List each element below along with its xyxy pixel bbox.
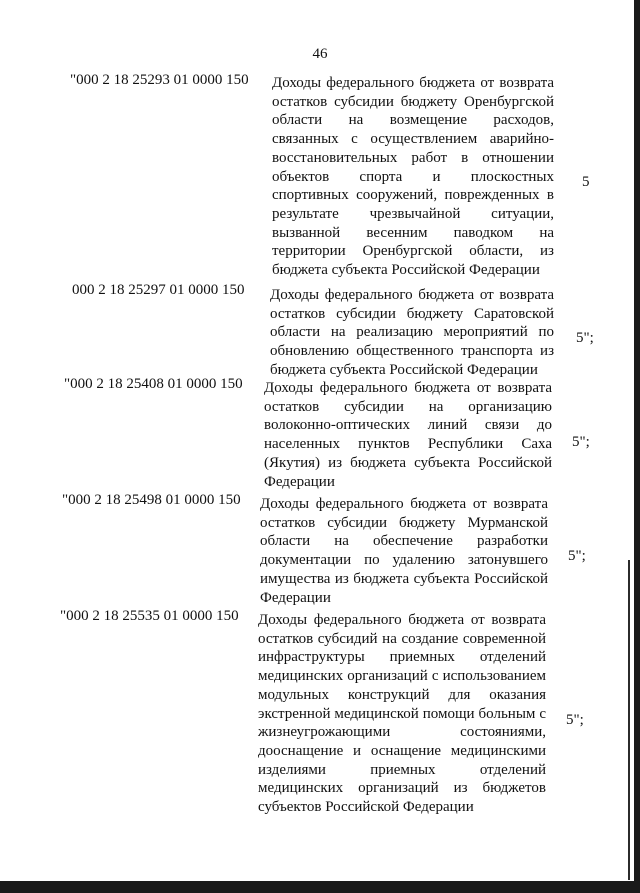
- budget-code: "000 2 18 25498 01 0000 150: [62, 492, 241, 508]
- row-description: Доходы федерального бюджета от возврата остатков субсидии на организацию волоконно-оптических линий связи до населенных пунктов Республики Саха (Якутия) из бюджета субъекта Российской Федерации: [264, 380, 552, 490]
- row-amount: 5";: [568, 548, 586, 564]
- row-description: Доходы федерального бюджета от возврата остатков субсидии бюджету Мурманской области на обеспечение разработки документации по удалению затонувшего имущества из бюджета субъекта Российской Федерации: [260, 496, 548, 606]
- scan-border-right-inner: [628, 560, 630, 880]
- scan-border-bottom: [0, 881, 640, 893]
- row-description: Доходы федерального бюджета от возврата остатков субсидии бюджету Оренбургской области на возмещение расходов, связанных с осуществлением аварийно-восстановительных работ в отношении объектов спорта и плоскостных спортивных сооружений, поврежденных в результате чрезвычайной ситуации, вызванной весенним паводком на территории Оренбургской области, из бюджета субъекта Российской Федерации: [272, 75, 554, 279]
- page-number: 46: [312, 46, 328, 62]
- budget-code: "000 2 18 25535 01 0000 150: [60, 608, 239, 624]
- row-description: Доходы федерального бюджета от возврата остатков субсидии бюджету Саратовской области на реализацию мероприятий по обновлению общественного транспорта из бюджета субъекта Российской Федерации: [270, 287, 554, 378]
- row-amount: 5: [582, 174, 590, 190]
- budget-code: 000 2 18 25297 01 0000 150: [72, 282, 245, 298]
- row-amount: 5";: [572, 434, 590, 450]
- budget-code: "000 2 18 25293 01 0000 150: [70, 72, 249, 88]
- row-description: Доходы федерального бюджета от возврата остатков субсидий на создание современной инфраструктуры приемных отделений медицинских организаций с использованием модульных конструкций для оказания экстренной медицинской помощи больным с жизнеугрожающими состояниями, дооснащение и оснащение медицинскими изделиями приемных отделений медицинских организаций из бюджетов субъектов Российской Федерации: [258, 612, 546, 816]
- row-amount: 5";: [566, 712, 584, 728]
- scan-border-right: [634, 0, 640, 893]
- budget-code: "000 2 18 25408 01 0000 150: [64, 376, 243, 392]
- row-amount: 5";: [576, 330, 594, 346]
